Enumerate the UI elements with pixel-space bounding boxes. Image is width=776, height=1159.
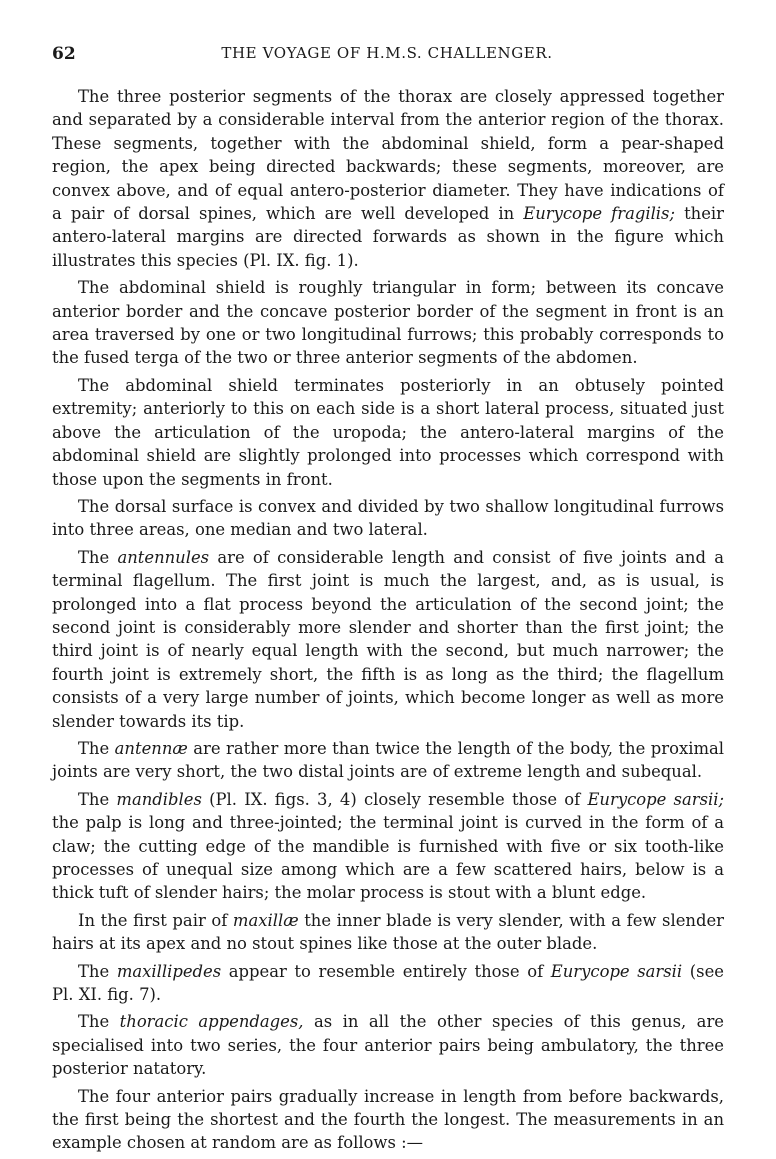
italic-term: Eurycope sarsii — [550, 961, 683, 981]
text-run: are rather more than twice the length of the body, the proximal joints are very short, the two distal joints are of extreme length and subequal. — [52, 738, 725, 782]
text-run: The four anterior pairs gradually increase in length from before backwards, the first being the shortest and the fourth the longest. The measurements in an example chosen at random are as follows :— — [52, 1086, 724, 1153]
body-text — [52, 85, 724, 1159]
italic-term: maxillæ — [232, 910, 299, 930]
text-run: The abdominal shield terminates posteriorly in an obtusely pointed extremity; anteriorly to this on each side is a short lateral process, situated just above the articulation of the uropoda; the antero-lateral margins of the abdominal shield are slightly prolonged into processes which correspond with those upon the segments in front. — [52, 375, 724, 489]
text-run: The — [78, 547, 118, 567]
paragraph — [52, 276, 724, 370]
text-run: The — [78, 961, 117, 981]
text-run: as in all the other species of this genus, are specialised into two series, the four anterior pairs being ambulatory, the three posterior natatory. — [52, 1012, 724, 1079]
paragraph — [52, 546, 724, 733]
text-run: the inner blade is very slender, with a few slender hairs at its apex and no stout spines like those at the outer blade. — [52, 910, 724, 954]
text-run: are of considerable length and consist of five joints and a terminal flagellum. The first joint is much the largest, and, as is usual, is prolonged into a flat process beyond the articulation of the second joint; the second joint is considerably more slender and shorter than the first joint; the third joint is of nearly equal length with the second, but much narrower; the fourth joint is extremely short, the fifth is as long as the third; the flagellum consists of a very large number of joints, which become longer as well as more slender towards its tip. — [52, 547, 724, 731]
italic-term: antennæ — [114, 738, 188, 758]
text-run: The abdominal shield is roughly triangular in form; between its concave anterior border and the concave posterior border of the segment in front is an area traversed by one or two longitudinal furrows; this probably corresponds to the fused terga of the two or three anterior segments of the abdomen. — [52, 278, 724, 368]
paragraph — [52, 495, 724, 542]
paragraph — [52, 85, 724, 272]
text-run: The three posterior segments of the thorax are closely appressed together and separated by a considerable interval from the anterior region of the thorax. These segments, together with the abdominal shield, form a pear-shaped region, the apex being directed backwards; these segments, moreover, are convex above, and of equal antero-posterior diameter. They have indications of a pair of dorsal spines, which are well developed in — [52, 87, 724, 224]
text-run: (Pl. IX. figs. 3, 4) closely resemble those of — [201, 789, 588, 809]
text-run: (see Pl. XI. fig. 7). — [52, 961, 724, 1005]
paragraph — [52, 1085, 724, 1155]
page-number: 62 — [52, 44, 76, 64]
running-title: THE VOYAGE OF H.M.S. CHALLENGER. — [221, 44, 553, 62]
paragraph — [52, 374, 724, 491]
italic-term: antennules — [117, 547, 210, 567]
text-run: The — [78, 738, 115, 758]
paragraph — [52, 1010, 724, 1080]
text-run: the palp is long and three-jointed; the terminal joint is curved in the form of a claw; the cutting edge of the mandible is furnished with five or six tooth-like processes of unequal size among which are a few scattered hairs, below is a thick tuft of slender hairs; the molar process is stout with a blunt edge. — [52, 813, 724, 903]
text-run: their antero-lateral margins are directed forwards as shown in the figure which illustrates this species (Pl. IX. fig. 1). — [52, 204, 724, 270]
paragraph — [52, 909, 724, 956]
text-run: In the first pair of — [78, 910, 233, 930]
text-run: The — [78, 789, 117, 809]
italic-term: Eurycope fragilis; — [523, 204, 675, 224]
text-run: appear to resemble entirely those of — [221, 961, 551, 981]
running-header — [52, 44, 722, 68]
text-run: The — [78, 1012, 120, 1032]
italic-term: Eurycope sarsii; — [587, 789, 724, 809]
paragraph — [52, 960, 724, 1007]
italic-term: maxillipedes — [116, 961, 222, 981]
paragraph — [52, 737, 724, 784]
italic-term: mandibles — [116, 789, 202, 809]
italic-term: thoracic appendages, — [119, 1012, 304, 1032]
paragraph — [52, 788, 724, 905]
text-run: The dorsal surface is convex and divided by two shallow longitudinal furrows into three areas, one median and two lateral. — [52, 496, 724, 540]
